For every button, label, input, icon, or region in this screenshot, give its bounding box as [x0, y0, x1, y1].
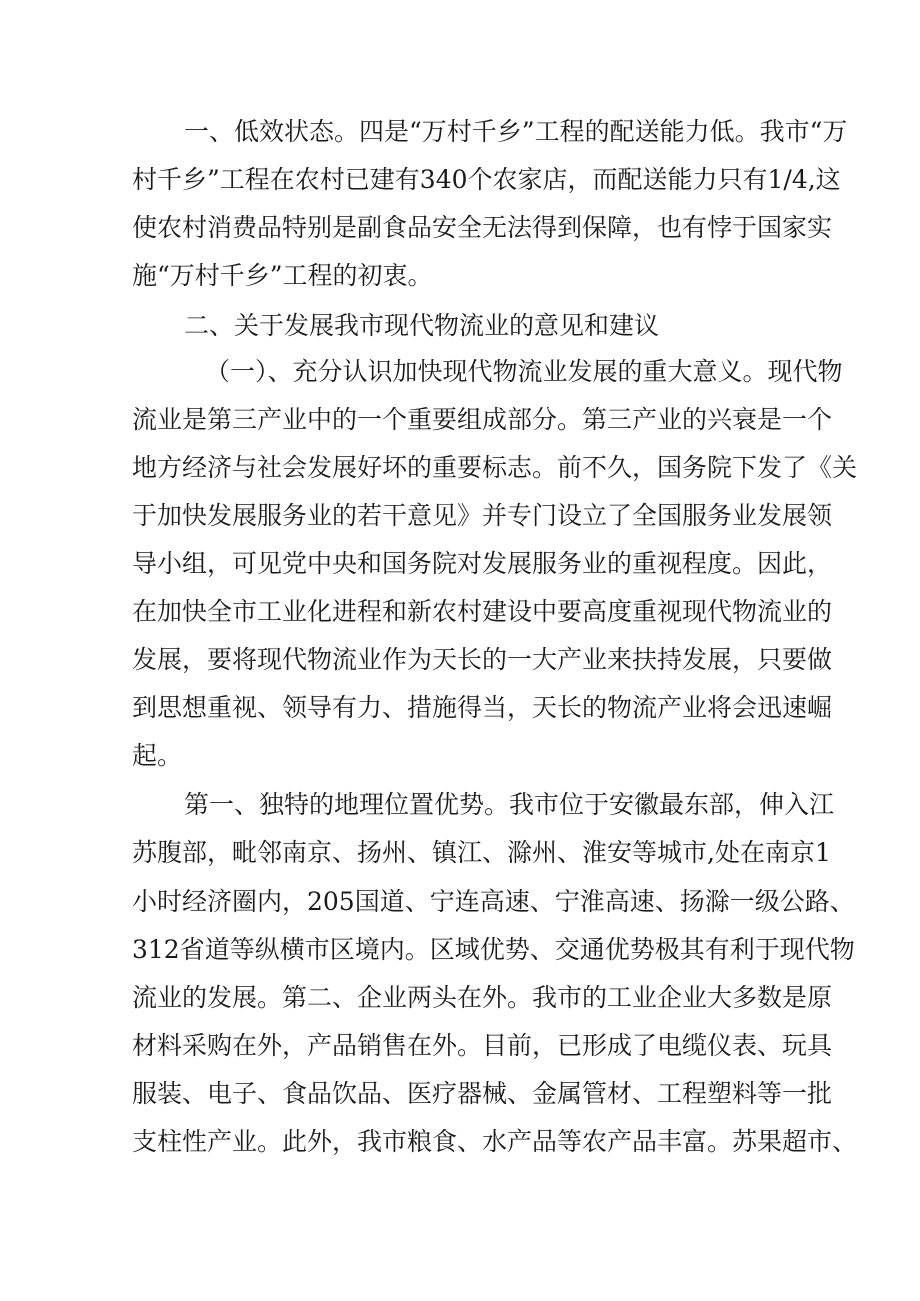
paragraph-line: 在加快全市工业化进程和新农村建设中要高度重视现代物流业的 — [132, 597, 833, 626]
paragraph-line: 于加快发展服务业的若干意见》并专门设立了全国服务业发展领 — [132, 501, 833, 530]
paragraph-line: 苏腹部，毗邻南京、扬州、镇江、滁州、淮安等城市,处在南京1 — [132, 838, 831, 867]
paragraph-line: 地方经济与社会发展好坏的重要标志。前不久，国务院下发了《关 — [132, 453, 858, 482]
section-heading: 二、关于发展我市现代物流业的意见和建议 — [184, 311, 660, 340]
paragraph-line: 起。 — [132, 741, 183, 770]
paragraph-line: 支柱性产业。此外，我市粮食、水产品等农产品丰富。苏果超市、 — [132, 1127, 858, 1156]
paragraph-line: 312省道等纵横市区境内。区域优势、交通优势极其有利于现代物 — [132, 935, 855, 964]
paragraph-line: 村千乡”工程在农村已建有340个农家店，而配送能力只有1/4,这 — [132, 165, 841, 194]
paragraph-line: 到思想重视、领导有力、措施得当，天长的物流产业将会迅速崛 — [132, 693, 833, 722]
paragraph-line: 第一、独特的地理位置优势。我市位于安徽最东部，伸入江 — [184, 790, 835, 819]
paragraph-line: 流业的发展。第二、企业两头在外。我市的工业企业大多数是原 — [132, 983, 833, 1012]
subsection-heading-line: （一）、充分认识加快现代物流业发展的重大意义。现代物 — [205, 357, 843, 386]
paragraph-line: 小时经济圈内，205国道、宁连高速、宁淮高速、扬滁一级公路、 — [132, 887, 855, 916]
paragraph-line: 导小组，可见党中央和国务院对发展服务业的重视程度。因此， — [132, 549, 833, 578]
paragraph-line: 流业是第三产业中的一个重要组成部分。第三产业的兴衰是一个 — [132, 405, 833, 434]
paragraph-line: 材料采购在外，产品销售在外。目前，已形成了电缆仪表、玩具 — [132, 1031, 833, 1060]
paragraph-line: 施“万村千乡”工程的初衷。 — [132, 261, 433, 290]
paragraph-line: 使农村消费品特别是副食品安全无法得到保障，也有悖于国家实 — [132, 213, 833, 242]
paragraph-line: 服装、电子、食品饮品、医疗器械、金属管材、工程塑料等一批 — [132, 1079, 833, 1108]
paragraph-line: 一、低效状态。四是“万村千乡”工程的配送能力低。我市“万 — [184, 117, 848, 146]
paragraph-line: 发展，要将现代物流业作为天长的一大产业来扶持发展，只要做 — [132, 645, 833, 674]
